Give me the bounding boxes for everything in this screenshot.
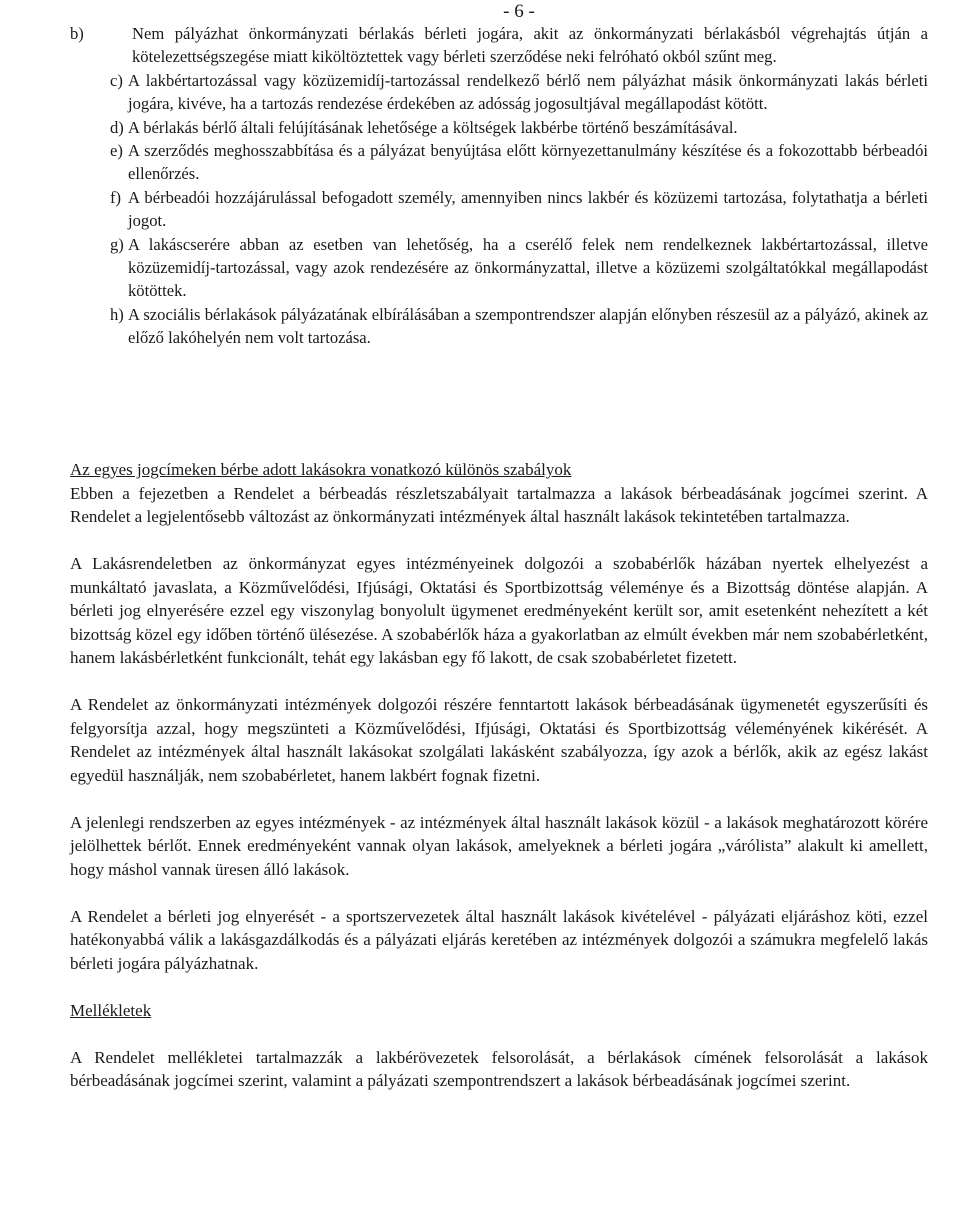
paragraph: A jelenlegi rendszerben az egyes intézmények - az intézmények által használt lakások közül - a lakások meghatározott körére jelölhettek bérlőt. Ennek eredményeként vannak olyan lakások, amelyeknek a bérleti jogára „várólista” alakult ki amellett, hogy máshol vannak üresen álló lakások.	[70, 812, 928, 879]
section-heading: Mellékletek	[70, 1000, 152, 1020]
paragraph: A Rendelet az önkormányzati intézmények dolgozói részére fenntartott lakások bérbeadásának ügymenetét egyszerűsíti és felgyorsítja azzal, hogy megszünteti a Közművelődési, Ifjúsági, Oktatási és Sportbizottság véleményének kikérését. A Rendelet az intézmények által használt lakásokat szolgálati lakásként szabályozza, így azok a bérlők, akik az egész lakást egyedül használják, nem szobabérletet, hanem lakbért fognak fizetni.	[70, 695, 928, 785]
conditions-list	[70, 22, 928, 350]
list-item	[70, 69, 928, 116]
document-body	[70, 458, 928, 1093]
list-marker: d)	[110, 117, 124, 137]
list-marker: f)	[110, 187, 122, 207]
list-marker: e)	[110, 141, 123, 161]
list-item-text: Nem pályázhat önkormányzati bérlakás bérleti jogára, akit az önkormányzati bérlakásból végrehajtás útján a kötelezettségszegése miatt kiköltöztettek vagy bérleti szerződése neki felróható okból szűnt meg.	[132, 24, 928, 67]
paragraph: A Lakásrendeletben az önkormányzat egyes intézményeinek dolgozói a szobabérlők házában nyertek elhelyezést a munkáltató javaslata, a Közművelődési, Ifjúsági, Oktatási és Sportbizottság véleménye és a Bizottság döntése alapján. A bérleti jog elnyerésére ezzel egy viszonylag bonyolult ügymenet eredményeként került sor, amit esetenként nehezített a két bizottság közel egy időben történő ülésezése. A szobabérlők háza a gyakorlatban az elmúlt években már nem szobabérletként, hanem lakásbérletként funkcionált, tehát egy lakásban egy fő lakott, de csak szobabérletet fizetett.	[70, 554, 928, 667]
paragraph: A Rendelet a bérleti jog elnyerését - a sportszervezetek által használt lakások kivételével - pályázati eljáráshoz köti, ezzel hatékonyabbá válik a lakásgazdálkodás és a pályázati eljárás keretében az intézmények dolgozói a számukra megfelelő lakás bérleti jogára pályázhatnak.	[70, 906, 928, 973]
list-item-text: A szerződés meghosszabbítása és a pályázat benyújtása előtt környezettanulmány készítése és a fokozottabb bérbeadói ellenőrzés.	[128, 141, 928, 184]
page-number: - 6 -	[503, 1, 535, 22]
list-marker: c)	[110, 70, 123, 90]
list-item-text: A lakbértartozással vagy közüzemidíj-tartozással rendelkező bérlő nem pályázhat másik önkormányzati lakás bérleti jogára, kivéve, ha a tartozás rendezése érdekében az adósság jogosultjával megállapodást kötött.	[128, 70, 928, 114]
list-item	[70, 303, 928, 350]
list-item-text: A szociális bérlakások pályázatának elbírálásában a szempontrendszer alapján előnyben részesül az a pályázó, akinek az előző lakóhelyén nem volt tartozása.	[128, 304, 928, 348]
list-item-text: A bérlakás bérlő általi felújításának lehetősége a költségek lakbérbe történő beszámításával.	[128, 117, 738, 137]
list-item	[70, 139, 928, 186]
paragraph: A Rendelet mellékletei tartalmazzák a lakbérövezetek felsorolását, a bérlakások címének felsorolását a lakások bérbeadásának jogcímei szerint, valamint a pályázati szempontrendszert a lakások bérbeadásának jogcímei szerint.	[70, 1047, 928, 1090]
list-item	[70, 116, 928, 139]
list-marker: b)	[70, 24, 84, 43]
list-item	[70, 233, 928, 303]
list-item-text: A bérbeadói hozzájárulással befogadott személy, amennyiben nincs lakbér és közüzemi tartozása, folytathatja a bérleti jogot.	[128, 187, 928, 231]
section-heading: Az egyes jogcímeken bérbe adott lakásokra vonatkozó különös szabályok	[70, 460, 572, 479]
list-item	[70, 22, 928, 69]
list-marker: h)	[110, 304, 124, 324]
list-marker: g)	[110, 234, 124, 254]
list-item-text: A lakáscserére abban az esetben van lehetőség, ha a cserélő felek nem rendelkeznek lakbértartozással, illetve közüzemidíj-tartozással, vagy azok rendezésére az önkormányzattal, illetve a közüzemi szolgáltatókkal megállapodást kötöttek.	[128, 234, 928, 301]
list-item	[70, 186, 928, 233]
paragraph: Ebben a fejezetben a Rendelet a bérbeadás részletszabályait tartalmazza a lakások bérbeadásának jogcímei szerint. A Rendelet a legjelentősebb változást az önkormányzati intézmények által használt lakások tekintetében tartalmazza.	[70, 483, 928, 526]
